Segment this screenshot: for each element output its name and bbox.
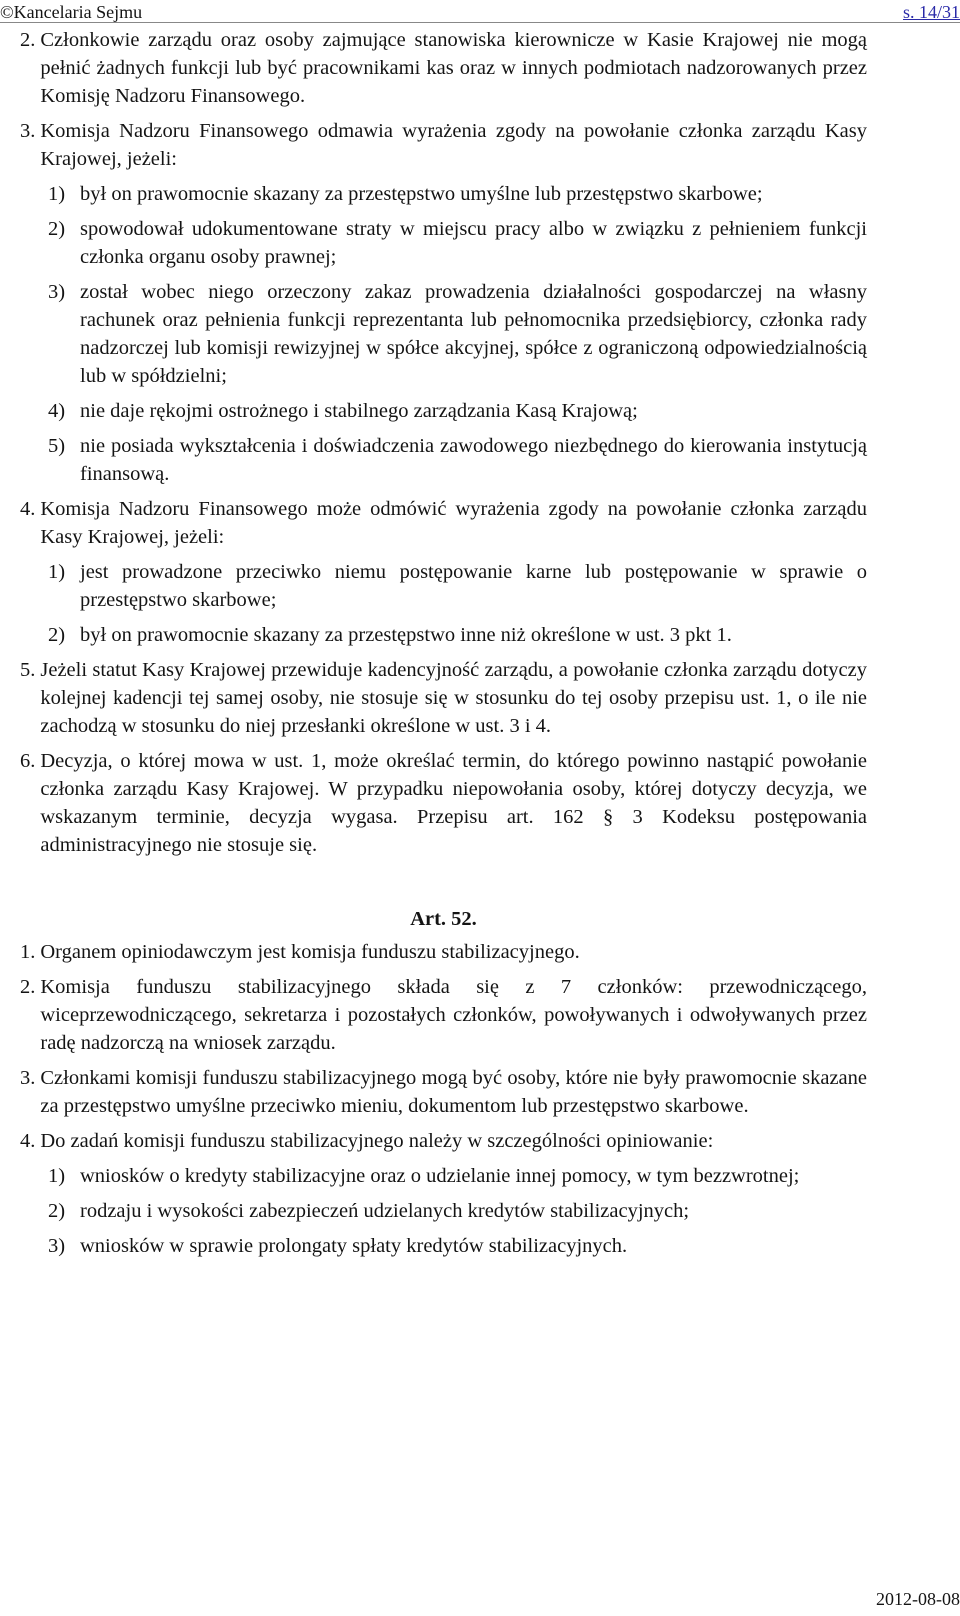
paragraph-number: 5. (20, 659, 36, 681)
point-number: 2) (48, 1200, 66, 1222)
point-text: był on prawomocnie skazany za przestępstwo umyślne lub przestępstwo skarbowe; (80, 183, 763, 205)
point-number: 2) (48, 624, 66, 646)
article-paragraph-1 (20, 938, 867, 966)
paragraph-number: 3. (20, 1067, 36, 1089)
paragraph-text: Jeżeli statut Kasy Krajowej przewiduje kadencyjność zarządu, a powołanie członka zarządu dotyczy kolejnej kadencji tej samej osoby, nie stosuje się w stosunku do tej osoby przepisu ust. 1, o ile nie zachodzą w stosunku do niej przesłanki określone w ust. 3 i 4. (40, 659, 867, 737)
paragraph-5 (20, 656, 867, 740)
paragraph-text: Do zadań komisji funduszu stabilizacyjnego należy w szczególności opiniowanie: (40, 1130, 714, 1152)
paragraph-text: Komisja funduszu stabilizacyjnego składa się z 7 członków: przewodniczącego, wiceprzewodniczącego, sekretarza i pozostałych członków, powoływanych i odwoływanych przez radę nadzorczą na wniosek zarządu. (40, 976, 867, 1054)
paragraph-number: 4. (20, 1130, 36, 1152)
point-number: 3) (48, 1235, 66, 1257)
header-copyright: ©Kancelaria Sejmu (0, 2, 143, 22)
list-item (48, 278, 867, 390)
point-number: 3) (48, 281, 66, 303)
list-item (48, 180, 867, 208)
paragraph-number: 4. (20, 498, 36, 520)
point-text: został wobec niego orzeczony zakaz prowadzenia działalności gospodarczej na własny rachunek oraz pełnienia funkcji reprezentanta lub pełnomocnika przedsiębiorcy, członka rady nadzorczej lub komisji rewizyjnej w spółce akcyjnej, spółce z ograniczoną odpowiedzialnością lub w spółdzielni; (80, 281, 867, 387)
list-item (48, 397, 867, 425)
list-item (48, 1232, 867, 1260)
point-text: wniosków w sprawie prolongaty spłaty kredytów stabilizacyjnych. (80, 1235, 628, 1257)
point-text: nie daje rękojmi ostrożnego i stabilnego zarządzania Kasą Krajową; (80, 400, 638, 422)
paragraph-6 (20, 747, 867, 859)
list-item (48, 621, 867, 649)
list-item (48, 215, 867, 271)
paragraph-number: 3. (20, 120, 36, 142)
list-item (48, 1197, 867, 1225)
article-paragraph-3 (20, 1064, 867, 1120)
point-text: spowodował udokumentowane straty w miejscu pracy albo w związku z pełnieniem funkcji członka organu osoby prawnej; (80, 218, 867, 268)
document-body (20, 26, 867, 1267)
footer-date: 2012-08-08 (876, 1589, 960, 1609)
paragraph-text: Członkowie zarządu oraz osoby zajmujące stanowiska kierownicze w Kasie Krajowej nie mogą pełnić żadnych funkcji lub być pracownikami kas oraz w innych podmiotach nadzorowanych przez Komisję Nadzoru Finansowego. (40, 29, 867, 107)
point-text: rodzaju i wysokości zabezpieczeń udzielanych kredytów stabilizacyjnych; (80, 1200, 690, 1222)
point-text: jest prowadzone przeciwko niemu postępowanie karne lub postępowanie w sprawie o przestępstwo skarbowe; (80, 561, 867, 611)
paragraph-text: Komisja Nadzoru Finansowego odmawia wyrażenia zgody na powołanie członka zarządu Kasy Krajowej, jeżeli: (40, 120, 867, 170)
list-item (48, 1162, 867, 1190)
article-paragraph-4 (20, 1127, 867, 1155)
paragraph-2 (20, 26, 867, 110)
point-number: 2) (48, 218, 66, 240)
paragraph-number: 6. (20, 750, 36, 772)
paragraph-text: Decyzja, o której mowa w ust. 1, może określać termin, do którego powinno nastąpić powołanie członka zarządu Kasy Krajowej. W przypadku niepowołania osoby, której dotyczy decyzja, we wskazanym terminie, decyzja wygasa. Przepisu art. 162 § 3 Kodeksu postępowania administracyjnego nie stosuje się. (40, 750, 867, 856)
point-number: 1) (48, 183, 66, 205)
paragraph-4 (20, 495, 867, 551)
paragraph-text: Organem opiniodawczym jest komisja funduszu stabilizacyjnego. (40, 941, 580, 963)
paragraph-number: 2. (20, 976, 36, 998)
article-paragraph-2 (20, 973, 867, 1057)
article-title: Art. 52. (410, 908, 477, 930)
list-item (48, 432, 867, 488)
page-number-link[interactable]: s. 14/31 (902, 2, 960, 22)
point-text: wniosków o kredyty stabilizacyjne oraz o udzielanie innej pomocy, w tym bezzwrotnej; (80, 1165, 800, 1187)
point-number: 1) (48, 1165, 66, 1187)
list-item (48, 558, 867, 614)
header-page-number (903, 1, 960, 23)
point-number: 4) (48, 400, 66, 422)
point-number: 5) (48, 435, 66, 457)
header-divider (0, 22, 960, 23)
point-text: nie posiada wykształcenia i doświadczenia zawodowego niezbędnego do kierowania instytucją finansową. (80, 435, 867, 485)
point-number: 1) (48, 561, 66, 583)
point-text: był on prawomocnie skazany za przestępstwo inne niż określone w ust. 3 pkt 1. (80, 624, 732, 646)
paragraph-text: Komisja Nadzoru Finansowego może odmówić wyrażenia zgody na powołanie członka zarządu Kasy Krajowej, jeżeli: (40, 498, 867, 548)
paragraph-number: 2. (20, 29, 36, 51)
paragraph-text: Członkami komisji funduszu stabilizacyjnego mogą być osoby, które nie były prawomocnie skazane za przestępstwo umyślne przeciwko mieniu, dokumentom lub przestępstwo skarbowe. (40, 1067, 867, 1117)
paragraph-number: 1. (20, 941, 36, 963)
paragraph-3 (20, 117, 867, 173)
